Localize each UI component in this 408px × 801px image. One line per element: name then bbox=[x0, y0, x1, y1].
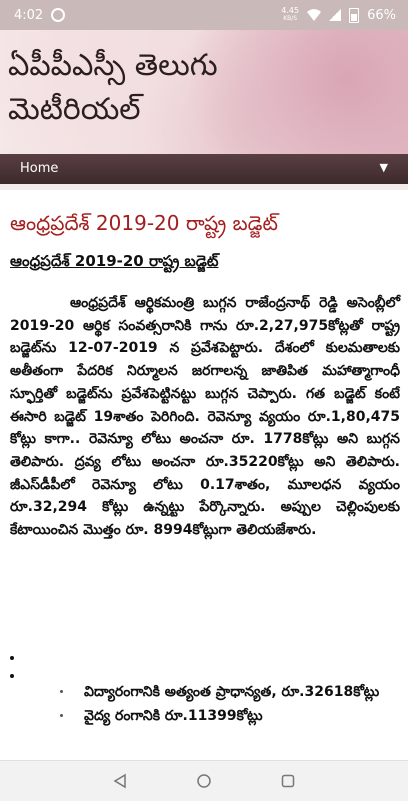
list-item-text: విద్యారంగానికి అత్యంత ప్రాధాన్యత, రూ.32618కోట్లు bbox=[84, 684, 380, 700]
list-item bbox=[0, 680, 408, 704]
bullet-icon bbox=[60, 690, 63, 693]
status-time: 4:02 bbox=[14, 7, 44, 23]
separator-dot bbox=[10, 656, 14, 660]
main-nav bbox=[0, 154, 408, 184]
post-list bbox=[0, 680, 408, 728]
nav-home-link[interactable]: Home bbox=[20, 161, 59, 176]
post-content bbox=[0, 190, 408, 760]
network-speed-unit: KB/S bbox=[283, 15, 298, 22]
separator-dot bbox=[10, 674, 14, 678]
nav-toggle-icon[interactable]: ▼ bbox=[379, 161, 388, 174]
site-header bbox=[0, 30, 408, 154]
network-speed-value: 4.45 bbox=[281, 6, 300, 15]
status-bar bbox=[0, 0, 408, 30]
recents-icon[interactable] bbox=[280, 773, 296, 789]
post-subheading: ఆంధ్రప్రదేశ్ 2019-20 రాష్ట్ర బడ్జెట్ bbox=[10, 252, 219, 270]
list-item-text: వైద్య రంగానికి రూ.11399కోట్లు bbox=[84, 708, 263, 724]
list-item bbox=[0, 704, 408, 728]
whatsapp-icon bbox=[51, 8, 65, 22]
network-speed bbox=[281, 7, 299, 23]
site-title[interactable]: ఏపీపీఎస్సీ తెలుగు మెటీరియల్ bbox=[8, 48, 218, 127]
bullet-icon bbox=[60, 714, 63, 717]
back-icon[interactable] bbox=[112, 773, 128, 789]
status-right bbox=[281, 0, 396, 30]
system-nav-bar bbox=[0, 760, 408, 801]
battery-percent: 66% bbox=[367, 7, 396, 23]
post-title[interactable]: ఆంధ్రప్రదేశ్ 2019-20 రాష్ట్ర బడ్జెట్ bbox=[10, 211, 278, 235]
post-paragraph: ఆంధ్రప్రదేశ్ ఆర్థికమంత్రి బుగ్గన రాజేంద్రనాథ్ రెడ్డి అసెంబ్లీలో 2019-20 ఆర్థిక సంవత్సరానికి గాను రూ.2,27,975కోట్లతో రాష్ట్ర బడ్జెట్‌ను 12-07-2019 న ప్రవేశపెట్టారు. దేశంలో కులమతాలకు అతీతంగా పేదరిక నిర్మూలన జరగాలన్న జాతిపిత మహాత్మాగాంధీ స్ఫూర్తితో బడ్జెట్‌ను ప్రవేశపెట్టినట్టు బుగ్గన చెప్పారు. గత బడ్జెట్ కంటే ఈసారి బడ్జెట్ 19శాతం పెరిగింది. రెవెన్యూ వ్యయం రూ.1,80,475 కోట్లు కాగా.. రెవెన్యూ లోటు అంచనా రూ. 1778కోట్లు అని బుగ్గన తెలిపారు. ద్రవ్య లోటు అంచనా రూ.35220కోట్లు అని తెలిపారు. జీఎస్‌డీపీలో రెవెన్యూ లోటు 0.17శాతం, మూలధన వ్యయం రూ.32,294 కోట్లు ఉన్నట్టు పేర్కొన్నారు. అప్పుల చెల్లింపులకు కేటాయించిన మొత్తం రూ. 8994కోట్లుగా తెలియజేశారు. bbox=[10, 295, 400, 539]
battery-icon bbox=[349, 8, 359, 23]
signal-icon bbox=[329, 9, 341, 21]
wifi-icon bbox=[307, 9, 321, 21]
home-icon[interactable] bbox=[196, 773, 212, 789]
